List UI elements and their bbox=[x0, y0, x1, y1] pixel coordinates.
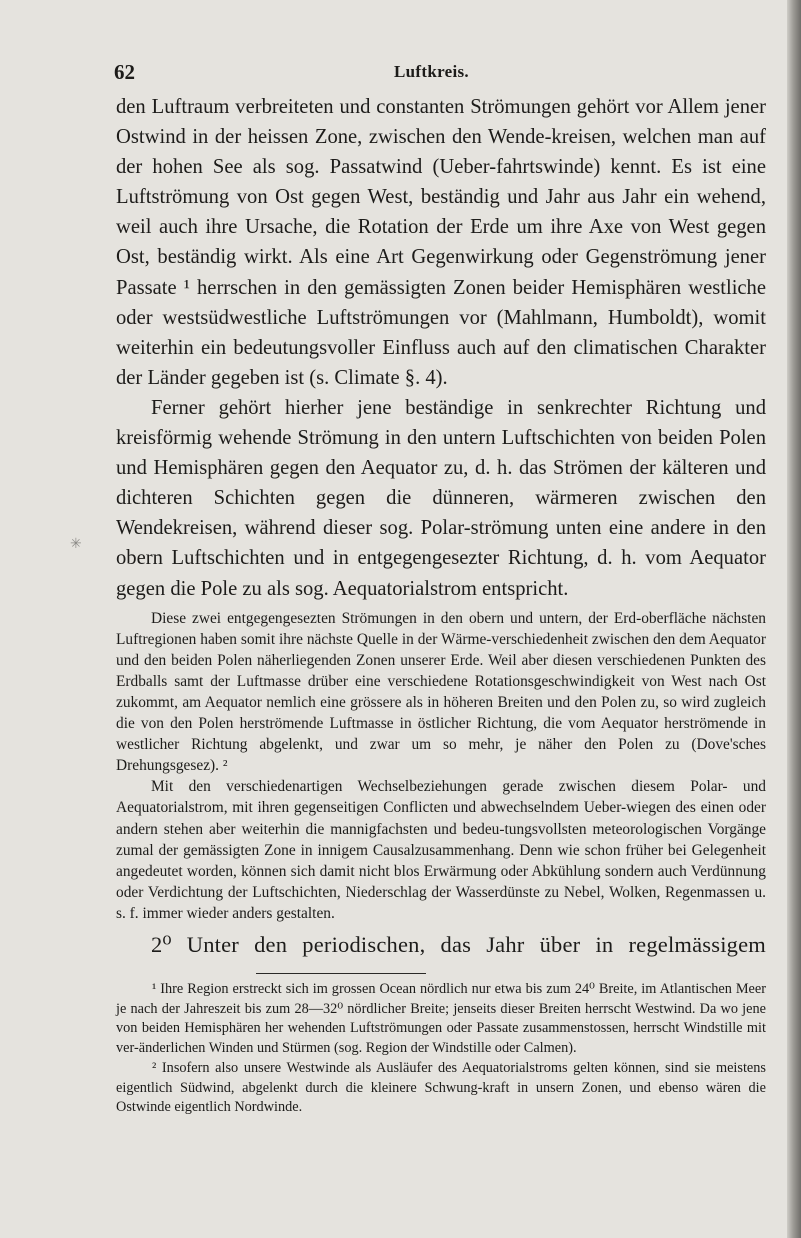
footnote-separator bbox=[256, 973, 426, 974]
footnote: ² Insofern also unsere Westwinde als Ausläufer des Aequatorialstroms gelten können, sind sie meistens eigentlich Südwind, abgelenkt durch die kleinere Schwung-kraft in unsern Zonen, und ebenso wären die Ostwinde eigentlich Nordwinde. bbox=[116, 1059, 766, 1116]
paragraph: Ferner gehört hierher jene beständige in senkrechter Richtung und kreisförmig wehende Strömung in den untern Luftschichten von beiden Polen und Hemisphären gegen den Aequator zu, d. h. das Strömen der kälteren und dichteren Schichten gegen die dünneren, wärmeren zwischen den Wendekreisen, während dieser sog. Polar-strömung unten eine andere in den obern Luftschichten und in entgegengesezter Richtung, d. h. vom Aequator gegen die Pole zu als sog. Aequatorialstrom entspricht. bbox=[116, 396, 766, 600]
small-paragraph: Mit den verschiedenartigen Wechselbeziehungen gerade zwischen diesem Polar- und Aequatorialstrom, mit ihren gegenseitigen Conflicten und abwechselndem Ueber-wiegen des einen oder andern stehen aber weiterhin die mannigfachsten und bedeu-tungsvollsten meteorologischen Vorgänge zumal der gemässigten Zone in innigem Causalzusammenhang. Denn wie schon früher bei Gelegenheit angedeutet worden, können sich damit nicht blos Erwärmung oder Abkühlung sondern auch Verdünnung oder Verdichtung der Luftschichten, Niederschlag der Wasserdünste zu Nebel, Wolken, Regenmassen u. s. f. immer wieder anders gestalten. bbox=[116, 778, 766, 922]
paragraph: den Luftraum verbreiteten und constanten Strömungen gehört vor Allem jener Ostwind in der heissen Zone, zwischen den Wende-kreisen, welchen man auf der hohen See als sog. Passatwind (Ueber-fahrtswinde) kennt. Es ist eine Luftströmung von Ost gegen West, beständig und Jahr aus Jahr ein wehend, weil auch ihre Ursache, die Rotation der Erde um ihre Axe von West gegen Ost, beständig wirkt. Als eine Art Gegenwirkung oder Gegenströmung jener Passate ¹ herrschen in den gemässigten Zonen beider Hemisphären westliche oder westsüdwestliche Luftströmungen vor (Mahlmann, Humboldt), womit weiterhin ein bedeutungsvoller Einfluss auch auf den climatischen Charakter der Länder gegeben ist (s. Climate §. 4). bbox=[116, 96, 766, 389]
section-heading: 2⁰ Unter den periodischen, das Jahr über in regelmässigem bbox=[151, 932, 766, 957]
page-body bbox=[116, 92, 766, 1118]
margin-mark: ✳ bbox=[70, 537, 82, 552]
page-edge-shadow bbox=[787, 0, 801, 1238]
footnote: ¹ Ihre Region erstreckt sich im grossen Ocean nördlich nur etwa bis zum 24⁰ Breite, im Atlantischen Meer je nach der Jahreszeit bis zum 28—32⁰ nördlicher Breite; jenseits dieser Breiten herrscht Westwind. Da wo jene von beiden Hemisphären her wehenden Luftströmungen oder Passate zusammenstossen, herrscht Windstille mit ver-änderlichen Winden und Stürmen (sog. Region der Windstille oder Calmen). bbox=[116, 981, 766, 1057]
running-title: Luftkreis. bbox=[394, 62, 469, 81]
main-text bbox=[116, 92, 766, 604]
page-number: 62 bbox=[114, 60, 135, 84]
small-print-text bbox=[116, 608, 766, 924]
footnotes bbox=[116, 980, 766, 1118]
small-paragraph: Diese zwei entgegengesezten Strömungen in den obern und untern, der Erd-oberfläche nächsten Luftregionen haben somit ihre nächste Quelle in der Wärme-verschiedenheit zwischen den dem Aequator und den beiden Polen näherliegenden Zonen unserer Erde. Weil aber diesen verschiedenen Punkten des Erdballs samt der Luftmasse drüber eine verschiedene Rotationsgeschwindigkeit von West nach Ost zukommt, am Aequator nemlich eine grössere als in höheren Breiten und den Polen zu, so wird zugleich die von den Polen herströmende Luftmasse in östlicher Richtung, die vom Aequator herströmende in westlicher Richtung abgelenkt, und zwar um so mehr, je näher den Polen zu (Dove'sches Drehungsgesez). ² bbox=[116, 609, 766, 775]
